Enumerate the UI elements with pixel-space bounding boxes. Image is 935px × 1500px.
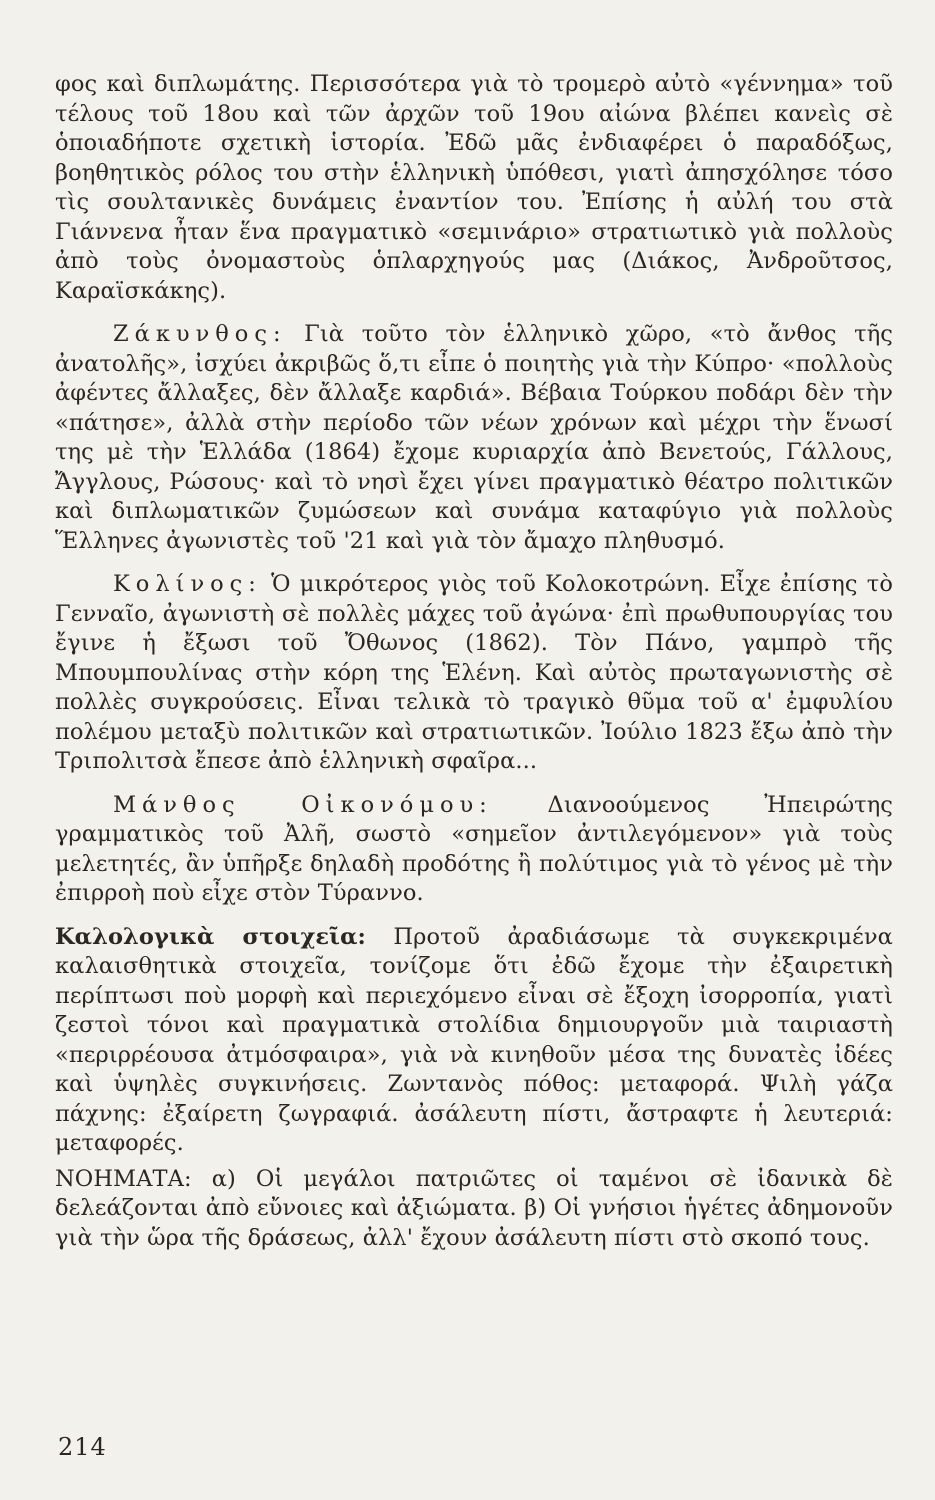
kolinos-term: Κολίνος: bbox=[113, 571, 262, 597]
meanings-paragraph bbox=[55, 1165, 893, 1254]
page-body bbox=[55, 70, 893, 1253]
manthos-paragraph bbox=[55, 791, 893, 909]
manthos-text: Διανοούμενος Ἠπειρώτης γραμματικὸς τοῦ Ἀλῆ, σωστὸ «σημεῖον ἀντιλεγόμενον» γιὰ τοὺς μελετητές, ἂν ὑπῆρξε δηλαδὴ προδότης ἢ πολύτιμος γιὰ τὸ γένος μὲ τὴν ἐπιρροὴ ποὺ εἶχε στὸν Τύραννο. bbox=[55, 791, 893, 906]
intro-paragraph bbox=[55, 70, 893, 306]
aesthetic-paragraph bbox=[55, 923, 893, 1159]
meanings-text: α) Οἱ μεγάλοι πατριῶτες οἱ ταμένοι σὲ ἰδανικὰ δὲ δελεάζονται ἀπὸ εὔνοιες καὶ ἀξιώματα. β) Οἱ γνήσιοι ἡγέτες ἀδημονοῦν γιὰ τὴν ὥρα τῆς δράσεως, ἀλλ' ἔχουν ἀσάλευτη πίστι στὸ σκοπό τους. bbox=[55, 1165, 893, 1251]
page-number: 214 bbox=[58, 1433, 107, 1461]
aesthetic-text: Προτοῦ ἀραδιάσωμε τὰ συγκεκριμένα καλαισθητικὰ στοιχεῖα, τονίζομε ὅτι ἐδῶ ἔχομε τὴν ἐξαιρετικὴ περίπτωσι ποὺ μορφὴ καὶ περιεχόμενο εἶναι σὲ ἔξοχη ἰσορροπία, γιατὶ ζεστοὶ τόνοι καὶ πραγματικὰ στολίδια δημιουργοῦν μιὰ ταιριαστὴ «περιρρέουσα ἀτμόσφαιρα», γιὰ νὰ κινηθοῦν μέσα της δυνατὲς ἰδέες καὶ ὑψηλὲς συγκινήσεις. Ζωντανὸς πόθος: μεταφορά. Ψιλὴ γάζα πάχνης: ἐξαίρετη ζωγραφιά. ἀσάλευτη πίστι, ἄστραφτε ἡ λευτεριά: μεταφορές. bbox=[55, 923, 893, 1156]
manthos-term: Μάνθος Οἰκονόμου: bbox=[113, 791, 493, 818]
intro-text: φος καὶ διπλωμάτης. Περισσότερα γιὰ τὸ τρομερὸ αὐτὸ «γέννημα» τοῦ τέλους τοῦ 18ου καὶ τῶν ἀρχῶν τοῦ 19ου αἰώνα βλέπει κανεὶς σὲ ὁποιαδήποτε σχετικὴ ἱστορία. Ἐδῶ μᾶς ἐνδιαφέρει ὁ παραδόξως, βοηθητικὸς ρόλος του στὴν ἑλληνικὴ ὑπόθεσι, γιατὶ ἀπησχόλησε τόσο τὶς σουλτανικὲς δυνάμεις ἐναντίον του. Ἐπίσης ἡ αὐλή του στὰ Γιάννενα ἦταν ἕνα πραγματικὸ «σεμινάριο» στρατιωτικὸ γιὰ πολλοὺς ἀπὸ τοὺς ὀνομαστοὺς ὁπλαρχηγούς μας (Διάκος, Ἀνδροῦτσος, Καραϊσκάκης). bbox=[55, 71, 893, 304]
zakynthos-paragraph bbox=[55, 320, 893, 556]
kolinos-text: Ὁ μικρότερος γιὸς τοῦ Κολοκοτρώνη. Εἶχε ἐπίσης τὸ Γενναῖο, ἀγωνιστὴ σὲ πολλὲς μάχες τοῦ ἀγώνα· ἐπὶ πρωθυπουργίας του ἔγινε ἡ ἔξωσι τοῦ Ὄθωνος (1862). Τὸν Πάνο, γαμπρὸ τῆς Μπουμπουλίνας στὴν κόρη της Ἑλένη. Καὶ αὐτὸς πρωταγωνιστὴς σὲ πολλὲς συγκρούσεις. Εἶναι τελικὰ τὸ τραγικὸ θῦμα τοῦ α' ἐμφυλίου πολέμου μεταξὺ πολιτικῶν καὶ στρατιωτικῶν. Ἰούλιο 1823 ἔξω ἀπὸ τὴν Τριπολιτσὰ ἔπεσε ἀπὸ ἑλληνικὴ σφαῖρα... bbox=[55, 571, 894, 774]
zakynthos-term: Ζάκυνθος: bbox=[113, 321, 287, 347]
kolinos-paragraph bbox=[55, 570, 893, 777]
aesthetic-term: Καλολογικὰ στοιχεῖα: bbox=[55, 923, 366, 950]
zakynthos-text: Γιὰ τοῦτο τὸν ἑλληνικὸ χῶρο, «τὸ ἄνθος τῆς ἀνατολῆς», ἰσχύει ἀκριβῶς ὅ,τι εἶπε ὁ ποιητὴς γιὰ τὴν Κύπρο· «πολλοὺς ἀφέντες ἄλλαξες, δὲν ἄλλαξε καρδιά». Βέβαια Τούρκου ποδάρι δὲν τὴν «πάτησε», ἀλλὰ στὴν περίοδο τῶν νέων χρόνων καὶ μέχρι τὴν ἕνωσί της μὲ τὴν Ἑλλάδα (1864) ἔχομε κυριαρχία ἀπὸ Βενετούς, Γάλλους, Ἄγγλους, Ρώσους· καὶ τὸ νησὶ ἔχει γίνει πραγματικὸ θέατρο πολιτικῶν καὶ διπλωματικῶν ζυμώσεων καὶ συνάμα καταφύγιο γιὰ πολλοὺς Ἕλληνες ἀγωνιστὲς τοῦ '21 καὶ γιὰ τὸν ἄμαχο πληθυσμό. bbox=[55, 321, 893, 554]
meanings-term: ΝΟΗΜΑΤΑ: bbox=[55, 1165, 192, 1192]
